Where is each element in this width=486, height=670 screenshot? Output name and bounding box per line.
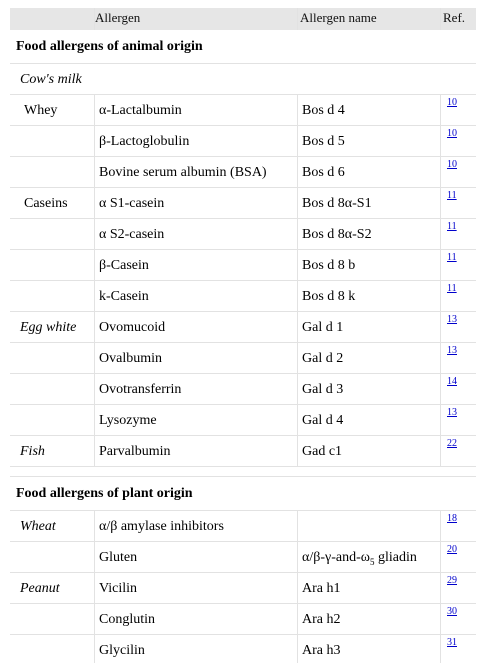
ref-link[interactable]: 31 (447, 637, 457, 648)
gliadin-subscript: 5 (369, 556, 375, 567)
allergen-cell: Ovalbumin (95, 343, 298, 373)
ref-link[interactable]: 18 (447, 513, 457, 524)
allergen-name-cell: Bos d 4 (298, 95, 441, 125)
gliadin-tail: gliadin (374, 550, 417, 565)
allergen-cell: Ovomucoid (95, 312, 298, 342)
table-row (10, 511, 476, 542)
ref-cell (441, 542, 476, 572)
ref-link[interactable]: 30 (447, 606, 457, 617)
allergen-name-cell: Bos d 8 k (298, 281, 441, 311)
allergen-name-cell: Ara h1 (298, 573, 441, 603)
source-cell (10, 635, 95, 663)
table-row (10, 95, 476, 126)
source-cell: Fish (10, 436, 95, 466)
allergen-cell: Conglutin (95, 604, 298, 634)
ref-cell (441, 436, 476, 466)
ref-link[interactable]: 13 (447, 407, 457, 418)
allergen-cell: Lysozyme (95, 405, 298, 435)
table-row (10, 281, 476, 312)
source-cell (10, 405, 95, 435)
ref-link[interactable]: 10 (447, 128, 457, 139)
ref-cell (441, 343, 476, 373)
source-cell: Egg white (10, 312, 95, 342)
allergen-name-cell: Gal d 3 (298, 374, 441, 404)
ref-cell (441, 250, 476, 280)
table-row (10, 542, 476, 573)
allergen-name-cell: Bos d 6 (298, 157, 441, 187)
table-row (10, 343, 476, 374)
group-cows-milk (10, 64, 476, 95)
ref-cell (441, 157, 476, 187)
allergen-name-cell: Bos d 5 (298, 126, 441, 156)
source-cell: Wheat (10, 511, 95, 541)
allergen-name-cell: Bos d 8 b (298, 250, 441, 280)
ref-cell (441, 374, 476, 404)
allergen-cell: α S2-casein (95, 219, 298, 249)
allergen-cell: Parvalbumin (95, 436, 298, 466)
ref-cell (441, 126, 476, 156)
allergen-name-cell (298, 511, 441, 541)
source-cell (10, 219, 95, 249)
table-row (10, 405, 476, 436)
ref-cell (441, 312, 476, 342)
table-row (10, 126, 476, 157)
allergen-name-cell: Gal d 1 (298, 312, 441, 342)
header-blank (10, 8, 95, 30)
allergen-cell: β-Lactoglobulin (95, 126, 298, 156)
allergen-cell: k-Casein (95, 281, 298, 311)
header-allergen-name: Allergen name (298, 8, 441, 30)
allergen-cell: Ovotransferrin (95, 374, 298, 404)
table-row (10, 573, 476, 604)
allergen-cell: Gluten (95, 542, 298, 572)
source-cell (10, 157, 95, 187)
source-cell: Whey (10, 95, 95, 125)
table-row (10, 436, 476, 467)
table-row (10, 157, 476, 188)
source-cell: Peanut (10, 573, 95, 603)
section-plant-origin (10, 477, 476, 511)
allergen-name-cell: Gal d 2 (298, 343, 441, 373)
section-animal-origin (10, 30, 476, 64)
table-row (10, 250, 476, 281)
ref-link[interactable]: 13 (447, 314, 457, 325)
table-row (10, 188, 476, 219)
ref-cell (441, 635, 476, 663)
allergen-name-cell: Ara h3 (298, 635, 441, 663)
group-title-cows-milk: Cow's milk (20, 72, 82, 87)
table-row (10, 635, 476, 663)
ref-cell (441, 405, 476, 435)
ref-link[interactable]: 10 (447, 159, 457, 170)
ref-cell (441, 219, 476, 249)
header-ref: Ref. (443, 10, 466, 25)
ref-cell (441, 511, 476, 541)
table-row (10, 219, 476, 250)
allergen-cell: α-Lactalbumin (95, 95, 298, 125)
allergen-name-cell (298, 542, 441, 572)
table-row (10, 312, 476, 343)
allergen-cell: Bovine serum albumin (BSA) (95, 157, 298, 187)
source-cell (10, 126, 95, 156)
allergen-name-cell: Gad c1 (298, 436, 441, 466)
section-title-animal: Food allergens of animal origin (16, 39, 203, 54)
ref-cell (441, 573, 476, 603)
ref-link[interactable]: 10 (447, 97, 457, 108)
section-spacer (10, 467, 476, 477)
ref-link[interactable]: 20 (447, 544, 457, 555)
ref-cell (441, 188, 476, 218)
allergen-cell: α/β amylase inhibitors (95, 511, 298, 541)
source-cell (10, 343, 95, 373)
ref-link[interactable]: 11 (447, 221, 457, 232)
ref-link[interactable]: 11 (447, 283, 457, 294)
ref-link[interactable]: 13 (447, 345, 457, 356)
allergen-cell: β-Casein (95, 250, 298, 280)
allergen-cell: Vicilin (95, 573, 298, 603)
allergen-name-cell: Bos d 8α-S1 (298, 188, 441, 218)
section-title-plant: Food allergens of plant origin (16, 486, 193, 501)
allergen-cell: α S1-casein (95, 188, 298, 218)
source-cell (10, 542, 95, 572)
source-cell: Caseins (10, 188, 95, 218)
table-row (10, 374, 476, 405)
ref-link[interactable]: 29 (447, 575, 457, 586)
source-cell (10, 281, 95, 311)
table-row (10, 604, 476, 635)
gliadin-main: α/β-γ-and-ω (302, 550, 370, 565)
table-header (10, 8, 476, 30)
source-cell (10, 604, 95, 634)
allergen-name-cell: Ara h2 (298, 604, 441, 634)
source-cell (10, 250, 95, 280)
ref-cell (441, 604, 476, 634)
allergen-cell: Glycilin (95, 635, 298, 663)
ref-cell (441, 95, 476, 125)
ref-link[interactable]: 11 (447, 190, 457, 201)
source-cell (10, 374, 95, 404)
ref-link[interactable]: 22 (447, 438, 457, 449)
ref-link[interactable]: 14 (447, 376, 457, 387)
ref-link[interactable]: 11 (447, 252, 457, 263)
allergen-name-cell: Bos d 8α-S2 (298, 219, 441, 249)
header-allergen: Allergen (95, 8, 298, 30)
ref-cell (441, 281, 476, 311)
allergen-name-cell: Gal d 4 (298, 405, 441, 435)
